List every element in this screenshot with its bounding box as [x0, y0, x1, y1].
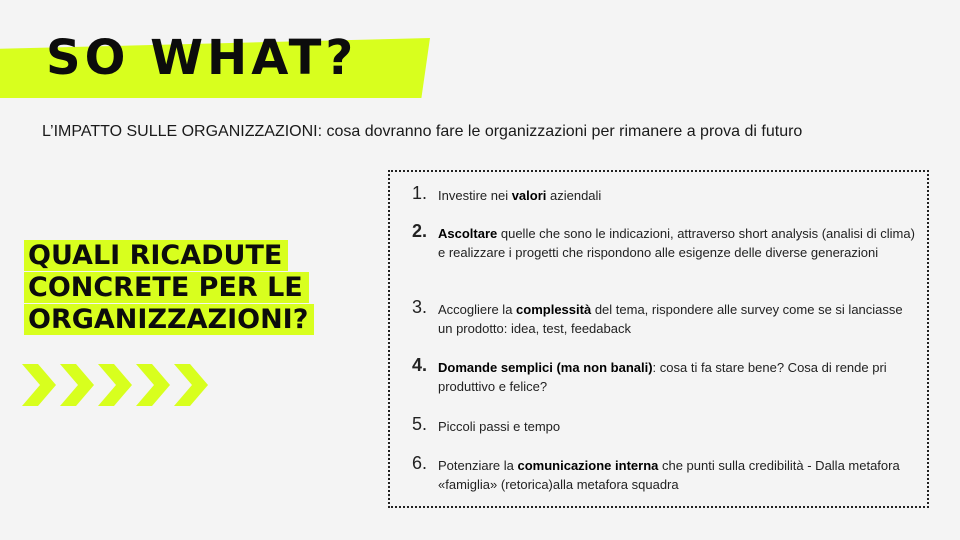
list-item-number: 2. — [412, 221, 428, 241]
list-item-text — [438, 300, 918, 338]
subtitle-rest: cosa dovranno fare le organizzazioni per rimanere a prova di futuro — [326, 123, 803, 140]
list-item-text-bold: Domande semplici (ma non banali) — [438, 360, 653, 375]
chevron-arrows-decoration — [22, 364, 228, 406]
list-item-number: 1. — [412, 183, 428, 203]
list-item-text-pre: Accogliere la — [438, 302, 517, 317]
subtitle — [42, 120, 842, 144]
key-question — [28, 240, 368, 336]
chevron-right-icon — [174, 364, 208, 406]
list-item-number: 4. — [412, 355, 428, 375]
action-list-box — [388, 170, 929, 508]
list-item-text-bold: valori — [511, 188, 547, 203]
key-question-line-3: ORGANIZZAZIONI? — [28, 304, 309, 335]
list-item-text-post: quelle che sono le indicazioni, attraverso short analysis (analisi di clima) e realizzare i progetti che rispondono alle esigenze delle diverse generazioni — [438, 226, 915, 260]
list-item-text-bold: comunicazione interna — [517, 458, 659, 473]
list-item-number: 5. — [412, 414, 428, 434]
list-item-text-bold: Ascoltare — [438, 226, 498, 241]
subtitle-separator: : — [317, 123, 327, 140]
chevron-right-icon — [60, 364, 94, 406]
list-item-text-bold: complessità — [516, 302, 592, 317]
slide-title: SO WHAT? — [46, 30, 358, 86]
list-item-text — [438, 358, 918, 396]
list-item-text — [438, 186, 918, 205]
chevron-right-icon — [136, 364, 170, 406]
chevron-right-icon — [98, 364, 132, 406]
list-item-text-pre: Potenziare la — [438, 458, 518, 473]
list-item-text-pre: Piccoli passi e tempo — [438, 419, 561, 434]
list-item-text — [438, 224, 918, 262]
list-item-text-post: del tema, rispondere alle survey come se si lanciasse un prodotto: idea, test, feedaback — [438, 302, 903, 336]
list-item-text-post: : cosa ti fa stare bene? Cosa di rende pri produttivo e felice? — [438, 360, 887, 394]
list-item-number: 6. — [412, 453, 428, 473]
subtitle-lead: L’IMPATTO SULLE ORGANIZZAZIONI — [42, 123, 318, 140]
list-item-number: 3. — [412, 297, 428, 317]
list-item-text-pre: Investire nei — [438, 188, 512, 203]
key-question-line-1: QUALI RICADUTE — [28, 240, 283, 271]
key-question-line-2: CONCRETE PER LE — [28, 272, 303, 303]
list-item-text-post: aziendali — [546, 188, 602, 203]
list-item-text-post: che punti sulla credibilità - Dalla metafora «famiglia» (retorica)alla metafora squadra — [438, 458, 900, 492]
chevron-right-icon — [22, 364, 56, 406]
list-item-text — [438, 417, 918, 436]
list-item-text — [438, 456, 918, 494]
